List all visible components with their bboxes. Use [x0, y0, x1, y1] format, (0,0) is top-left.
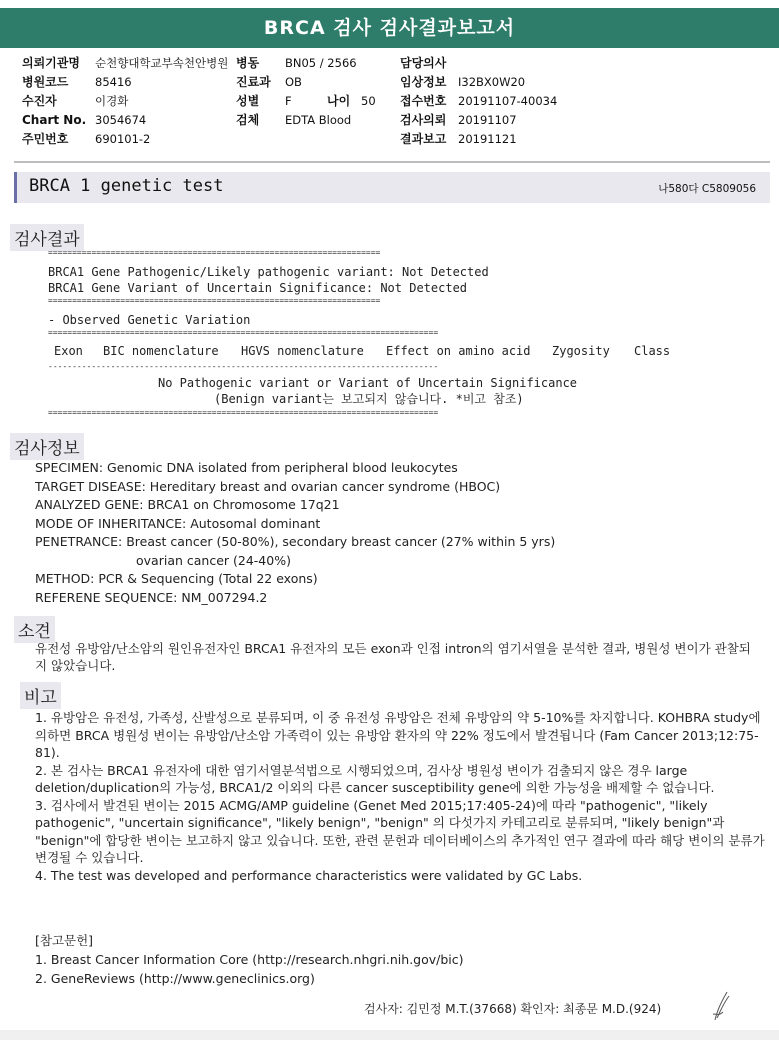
col-zygosity: Zygosity [552, 344, 610, 358]
test-name: BRCA 1 genetic test [29, 176, 224, 196]
test-info-block [35, 459, 755, 607]
table-rule-dash: --------------------------------------------------------------------------------- [48, 362, 439, 371]
info-row-3 [22, 92, 762, 111]
result-summary-pathogenic: BRCA1 Gene Pathogenic/Likely pathogenic variant: Not Detected [48, 265, 489, 279]
table-rule-top: ================================================================================= [48, 328, 439, 337]
remark-item: 2. 본 검사는 BRCA1 유전자에 대한 염기서열분석법으로 시행되었으며, 검사상 병원성 변이가 검출되지 않은 경우 large deletion/duplication의 가능성, BRCA1/2 이외의 다른 cancer susceptibility gene에 의한 가능성을 배제할 수 없습니다. [35, 762, 715, 795]
test-name-bar [14, 172, 770, 203]
remarks-section-heading: 비고 [20, 682, 61, 709]
value-specimen: EDTA Blood [285, 113, 352, 127]
value-chart-no: 3054674 [95, 113, 147, 127]
references-heading: [참고문헌] [35, 933, 94, 948]
label-patient: 수진자 [22, 94, 57, 108]
signature-mark-icon [705, 988, 735, 1024]
variant-table-header [48, 344, 688, 360]
opinion-section-heading: 소견 [14, 616, 55, 643]
info-reference-sequence: REFERENE SEQUENCE: NM_007294.2 [35, 589, 268, 605]
label-hospital-code: 병원코드 [22, 75, 69, 89]
label-chart-no: Chart No. [22, 113, 87, 127]
info-row-4 [22, 111, 762, 130]
value-patient: 이경화 [95, 94, 129, 108]
label-age: 나이 [327, 94, 351, 108]
value-request-date: 20191107 [458, 113, 517, 127]
label-doctor: 담당의사 [400, 56, 447, 70]
col-hgvs-nomenclature: HGVS nomenclature [241, 344, 364, 358]
value-resident-number: 690101-2 [95, 132, 151, 146]
info-specimen: SPECIMEN: Genomic DNA isolated from peripheral blood leukocytes [35, 460, 458, 475]
result-summary-vus: BRCA1 Gene Variant of Uncertain Significance: Not Detected [48, 281, 468, 295]
info-penetrance-ovarian: ovarian cancer (24-40%) [136, 552, 291, 568]
remark-item: 3. 검사에서 발견된 변이는 2015 ACMG/AMP guideline (Genet Med 2015;17:405-24)에 따라 "pathogenic", "likely pathogenic", "uncertain significance", "likely benign", "benign" 의 다섯가지 카테고리로 분류되며, "likely benign"과 "benign"에 합당한 변이는 보고하지 않고 있습니다. 또한, 관련 문헌과 데이터베이스의 추가적인 연구 결과에 따라 해당 변이의 분류가 변경될 수 있습니다. [35, 797, 765, 865]
value-clinical-info: I32BX0W20 [458, 75, 526, 89]
no-variant-message: No Pathogenic variant or Variant of Uncertain Significance [158, 376, 578, 390]
page-bottom-strip [0, 1030, 779, 1040]
info-row-2 [22, 73, 762, 92]
value-age: 50 [361, 94, 376, 108]
col-class: Class [634, 344, 671, 358]
value-department: OB [285, 75, 302, 89]
info-row-1 [22, 54, 762, 73]
label-ward: 병동 [236, 56, 260, 70]
value-hospital-code: 85416 [95, 75, 132, 89]
info-analyzed-gene: ANALYZED GENE: BRCA1 on Chromosome 17q21 [35, 497, 340, 512]
remarks-list [35, 709, 770, 884]
info-inheritance: MODE OF INHERITANCE: Autosomal dominant [35, 515, 321, 531]
remark-item: 4. The test was developed and performance characteristics were validated by GC Labs. [35, 867, 583, 883]
info-section-heading: 검사정보 [10, 433, 84, 460]
label-department: 진료과 [236, 75, 271, 89]
value-ward: BN05 / 2566 [285, 56, 357, 70]
info-row-5 [22, 130, 762, 149]
benign-note: (Benign variant는 보고되지 않습니다. *비고 참조) [214, 392, 524, 406]
col-exon: Exon [54, 344, 83, 358]
info-penetrance: PENETRANCE: Breast cancer (50-80%), secondary breast cancer (27% within 5 yrs) [35, 534, 556, 549]
value-accession-number: 20191107-40034 [458, 94, 558, 108]
result-section-heading: 검사결과 [10, 224, 84, 251]
result-rule-top: ===================================================================== [48, 248, 381, 257]
header-divider [14, 161, 770, 163]
info-method: METHOD: PCR & Sequencing (Total 22 exons) [35, 571, 318, 586]
info-target-disease: TARGET DISEASE: Hereditary breast and ovarian cancer syndrome (HBOC) [35, 478, 501, 494]
observed-variation-title: - Observed Genetic Variation [48, 313, 251, 327]
value-requesting-institution: 순천향대학교부속천안병원 [95, 56, 229, 70]
remark-item: 1. 유방암은 유전성, 가족성, 산발성으로 분류되며, 이 중 유전성 유방암은 전체 유방암의 약 5-10%를 차지합니다. KOHBRA study에 의하면 BRCA 병원성 변이는 유방암/난소암 가족력이 있는 유방암 환자의 약 22% 정도에서 발견됩니다 (Fam Cancer 2013;12:75-81). [35, 710, 761, 760]
opinion-text: 유전성 유방암/난소암의 원인유전자인 BRCA1 유전자의 모든 exon과 인접 intron의 염기서열을 분석한 결과, 병원성 변이가 관찰되지 않았습니다. [35, 641, 751, 673]
patient-info-block [22, 54, 762, 149]
reference-item: 1. Breast Cancer Information Core (http://research.nhgri.nih.gov/bic) [35, 952, 464, 967]
value-report-date: 20191121 [458, 132, 517, 146]
label-sex: 성별 [236, 94, 260, 108]
signature-line: 검사자: 김민정 M.T.(37668) 확인자: 최종문 M.D.(924) [364, 1002, 662, 1016]
test-code: 나580다 C5809056 [658, 183, 756, 195]
table-rule-bottom: ================================================================================= [48, 408, 439, 417]
report-title: BRCA 검사 검사결과보고서 [0, 8, 779, 48]
label-report-date: 결과보고 [400, 132, 447, 146]
col-effect-amino-acid: Effect on amino acid [386, 344, 531, 358]
value-sex: F [285, 94, 292, 108]
result-rule-middle: ===================================================================== [48, 296, 381, 305]
label-specimen: 검체 [236, 113, 260, 127]
label-request-date: 검사의뢰 [400, 113, 447, 127]
references-block [35, 931, 464, 988]
col-bic-nomenclature: BIC nomenclature [103, 344, 219, 358]
label-requesting-institution: 의뢰기관명 [22, 56, 80, 70]
label-accession-number: 접수번호 [400, 94, 447, 108]
label-resident-number: 주민번호 [22, 132, 69, 146]
label-clinical-info: 임상정보 [400, 75, 447, 89]
reference-item: 2. GeneReviews (http://www.geneclinics.org) [35, 971, 315, 986]
